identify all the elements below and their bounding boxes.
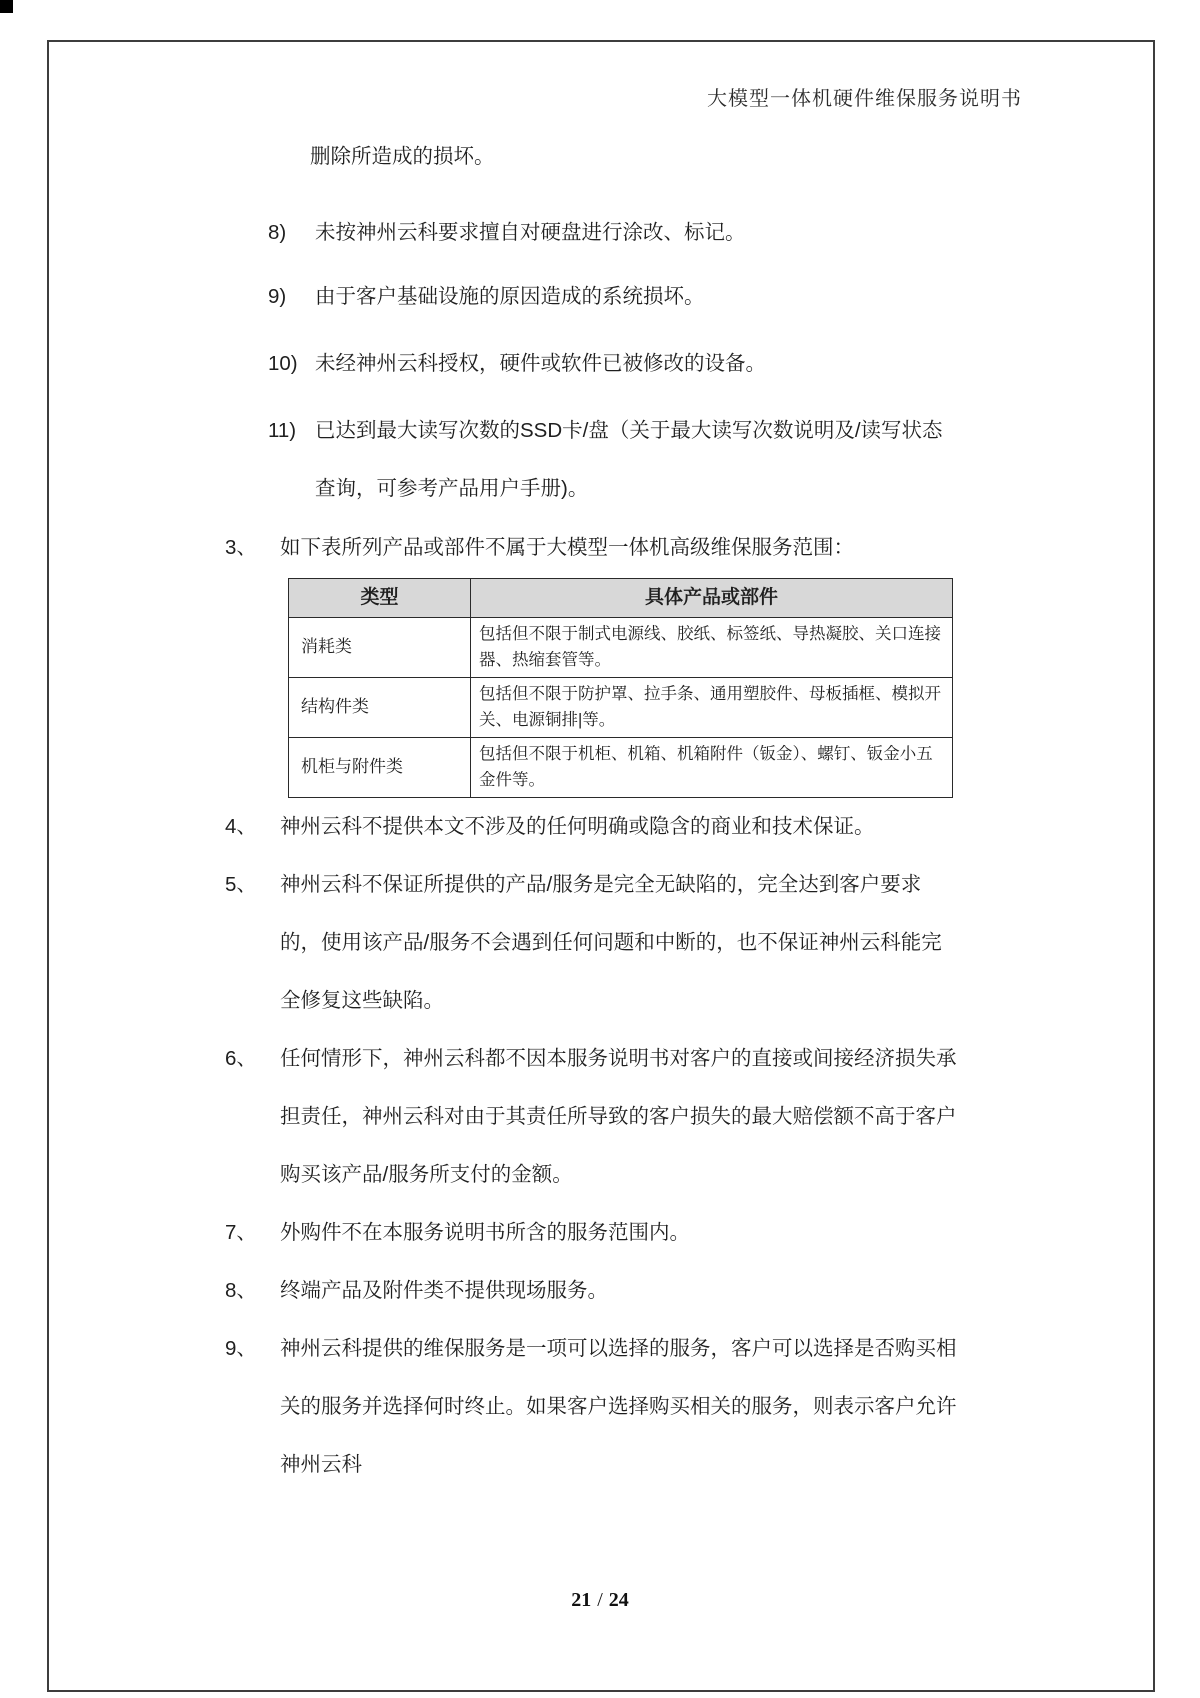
list-number: 5、 — [225, 873, 257, 896]
list-text: 未经神州云科授权，硬件或软件已被修改的设备。 — [315, 352, 766, 375]
document-header-title: 大模型一体机硬件维保服务说明书 — [707, 88, 1022, 110]
table-row-cabinet — [289, 738, 953, 798]
list-item-3 — [225, 519, 960, 577]
page-separator: / — [597, 1589, 603, 1611]
list-text: 未按神州云科要求擅自对硬盘进行涂改、标记。 — [315, 221, 746, 244]
table-header-type: 类型 — [289, 579, 471, 618]
continuation-text: 删除所造成的损坏。 — [310, 145, 495, 168]
list-text: 神州云科不提供本文不涉及的任何明确或隐含的商业和技术保证。 — [280, 815, 875, 838]
list-number: 3、 — [225, 536, 257, 559]
table-cell-type: 消耗类 — [289, 618, 471, 678]
table-row-structural — [289, 678, 953, 738]
service-scope-table — [288, 578, 953, 798]
paragraph-continuation — [310, 128, 960, 186]
list-number: 11) — [268, 419, 297, 442]
list-item-6 — [225, 1030, 960, 1204]
list-text: 神州云科提供的维保服务是一项可以选择的服务，客户可以选择是否购买相关的服务并选择何时终止。如果客户选择购买相关的服务，则表示客户允许神州云科 — [280, 1337, 957, 1476]
list-number: 8) — [268, 221, 287, 244]
list-item-10 — [225, 335, 960, 393]
list-text: 如下表所列产品或部件不属于大模型一体机高级维保服务范围： — [280, 536, 854, 559]
list-text: 神州云科不保证所提供的产品/服务是完全无缺陷的，完全达到客户要求的，使用该产品/服务不会遇到任何问题和中断的，也不保证神州云科能完全修复这些缺陷。 — [280, 873, 942, 1012]
page-footer — [0, 1583, 1200, 1617]
list-number: 6、 — [225, 1047, 257, 1070]
list-text: 由于客户基础设施的原因造成的系统损坏。 — [315, 285, 705, 308]
list-text: 外购件不在本服务说明书所含的服务范围内。 — [280, 1221, 690, 1244]
table-header-row — [289, 579, 953, 618]
table-cell-desc: 包括但不限于防护罩、拉手条、通用塑胶件、母板插框、模拟开关、电源铜排|等。 — [471, 678, 953, 738]
list-item-5 — [225, 856, 960, 1030]
document-body — [225, 128, 960, 1494]
table-cell-desc: 包括但不限于机柜、机箱、机箱附件（钣金）、螺钉、钣金小五金件等。 — [471, 738, 953, 798]
list-number: 9、 — [225, 1337, 257, 1360]
list-number: 8、 — [225, 1279, 257, 1302]
list-number: 10) — [268, 352, 298, 375]
table-cell-type: 机柜与附件类 — [289, 738, 471, 798]
list-text: 终端产品及附件类不提供现场服务。 — [280, 1279, 608, 1302]
table-cell-type: 结构件类 — [289, 678, 471, 738]
list-item-8-bottom — [225, 1262, 960, 1320]
current-page-number: 21 — [571, 1589, 592, 1611]
list-item-9-bottom — [225, 1320, 960, 1494]
list-item-9 — [225, 268, 960, 326]
list-item-4 — [225, 798, 960, 856]
table-header-products: 具体产品或部件 — [471, 579, 953, 618]
list-item-11 — [225, 402, 960, 518]
total-page-number: 24 — [608, 1589, 629, 1611]
list-number: 7、 — [225, 1221, 257, 1244]
list-item-7 — [225, 1204, 960, 1262]
list-number: 4、 — [225, 815, 257, 838]
list-number: 9) — [268, 285, 287, 308]
list-item-8 — [225, 204, 960, 262]
table-row-consumables — [289, 618, 953, 678]
list-text: 已达到最大读写次数的SSD卡/盘（关于最大读写次数说明及/读写状态查询，可参考产品用户手册)。 — [315, 419, 943, 500]
list-text: 任何情形下，神州云科都不因本服务说明书对客户的直接或间接经济损失承担责任，神州云科对由于其责任所导致的客户损失的最大赔偿额不高于客户购买该产品/服务所支付的金额。 — [280, 1047, 957, 1186]
table-cell-desc: 包括但不限于制式电源线、胶纸、标签纸、导热凝胶、关口连接器、热缩套管等。 — [471, 618, 953, 678]
scan-corner-artifact — [0, 0, 13, 13]
